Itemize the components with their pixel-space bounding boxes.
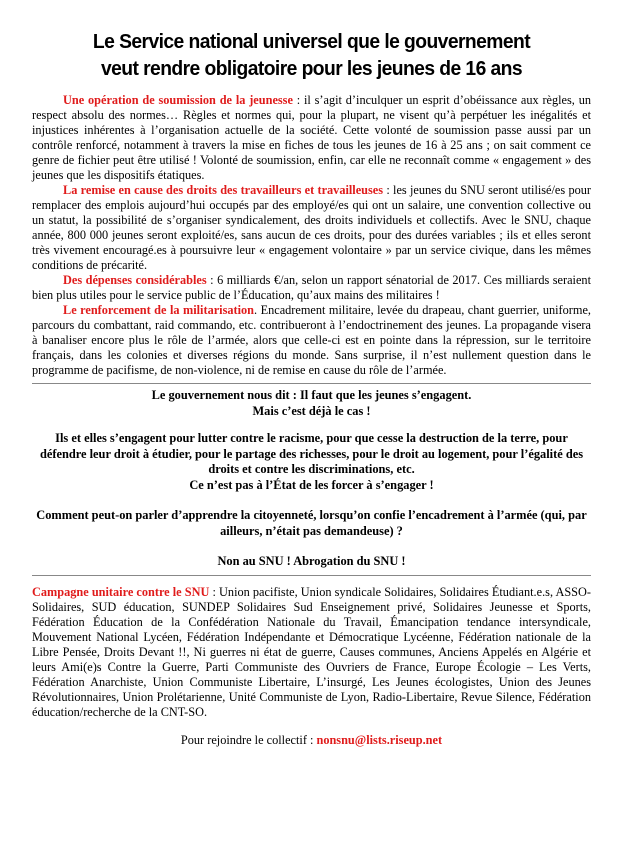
campaign-heading: Campagne unitaire contre le SNU [32, 584, 210, 599]
section-soumission [32, 93, 591, 183]
divider-bottom [32, 575, 591, 576]
statement-line: Ce n’est pas à l’État de les forcer à s’engager ! [189, 477, 434, 492]
page-title [49, 28, 574, 82]
statement-gouvernement [32, 388, 591, 419]
section-droits-travailleurs [32, 183, 591, 273]
section-heading: Une opération de soumission de la jeunesse [63, 93, 293, 107]
section-heading: Le renforcement de la militarisation [63, 303, 255, 317]
footer-prefix: Pour rejoindre le collectif : [180, 732, 317, 747]
section-body: : 6 milliards €/an, selon un rapport sénatorial de 2017. Ces milliards seraient bien plus utiles pour le service public de l’Éducation, qu’aux mains des militaires ! [32, 273, 591, 302]
footer-contact [32, 733, 591, 748]
section-body: : les jeunes du SNU seront utilisé/es pour remplacer des emplois aujourd’hui occupés par des employé/es qui ont un salaire, une convention collective ou un statut, la possibilité de s’organiser syndicalement, des droits individuels et collectifs. Avec le SNU, chaque année, 800 000 jeunes seront exploité/es, sans aucun de ces droits, pour des durées variables ; ils et elles seront très vivement encouragé.es à poursuivre leur « engagement volontaire » par un service civique, dans les mêmes conditions de précarité. [32, 183, 592, 272]
section-body: . Encadrement militaire, levée du drapeau, chant guerrier, uniforme, parcours du combattant, raid commando, etc. contribueront à l’endoctrinement des jeunes. La propagande visera à banaliser encore plus le rôle de l’armée, alors que celle-ci est en pointe dans la répression, sur le territoire français, dans les colonies et diverses régions du monde. Sans surprise, il n’est nullement question dans le programme de pacifisme, de non-violence, ni de remise en cause du rôle de l’armée. [32, 303, 591, 377]
statement-engagement [32, 431, 591, 493]
section-heading: La remise en cause des droits des travailleurs et travailleuses [63, 183, 384, 197]
statement-line: Le gouvernement nous dit : Il faut que les jeunes s’engagent. [151, 388, 472, 402]
section-heading: Des dépenses considérables [63, 273, 207, 287]
divider-top [32, 383, 591, 384]
campaign-body: : Union pacifiste, Union syndicale Solidaires, Solidaires Étudiant.e.s, ASSO-Solidaires, SUD éducation, SUNDEP Solidaires Sud Enseignement privé, Solidaires Jeunesse et Sports, Fédération Éducation de la Confédération Nationale du Travail, Émancipation tendance intersyndicale, Mouvement National Lycéen, Fédération Indépendante et Démocratique Lycéenne, Fédération nationale de la Libre Pensée, Droits Devant !!, Ni guerres ni état de guerre, Causes communes, Anciens Appelés en Algérie et leurs Ami(e)s Contre la Guerre, Parti Communiste des Ouvriers de France, Europe Écologie – Les Verts, Fédération Anarchiste, Union Communiste Libertaire, L’insurgé, Les Jeunes écologistes, Union des Jeunes Révolutionnaires, Union Prolétarienne, Unité Communiste de Lyon, Radio-Libertaire, Revue Silence, Fédération éducation/recherche de la CNT-SO. [32, 584, 591, 719]
section-body: : il s’agit d’inculquer un esprit d’obéissance aux règles, un respect absolu des normes… Règles et normes qui, pour la plupart, ne visent qu’à perpétuer les inégalités et injustices inhérentes à l’organisation actuelle de la société. Cette volonté de soumission passe aussi par un contrôle renforcé, notamment à travers la mise en fiches de tous les jeunes de 16 à 25 ans ; on sait comment ce genre de fichier peut être utilisé ! Volonté de soumission, enfin, car elle ne reconnaît comme « engagement » des jeunes que les dispositifs étatiques. [32, 93, 591, 182]
statement-citoyennete: Comment peut-on parler d’apprendre la citoyenneté, lorsqu’on confie l’encadrement à l’armée (qui, par ailleurs, n’était pas demandeuse) ? [36, 508, 587, 538]
section-depenses [32, 273, 591, 303]
title-line-1: Le Service national universel que le gouvernement [92, 30, 531, 53]
contact-email-link[interactable]: nonsnu@lists.riseup.net [316, 732, 443, 747]
statement-line: Ils et elles s’engagent pour lutter contre le racisme, pour que cesse la destruction de la terre, pour défendre leur droit à étudier, pour le partage des richesses, pour le droit au logement, pour l’égalité des droits et contre les discriminations, etc. [39, 431, 584, 476]
title-line-2: veut rendre obligatoire pour les jeunes de 16 ans [100, 57, 523, 80]
statement-line: Mais c’est déjà le cas ! [252, 403, 371, 418]
statement-non-au-snu: Non au SNU ! Abrogation du SNU ! [217, 554, 406, 568]
campaign-list [32, 585, 591, 720]
section-militarisation [32, 303, 591, 378]
